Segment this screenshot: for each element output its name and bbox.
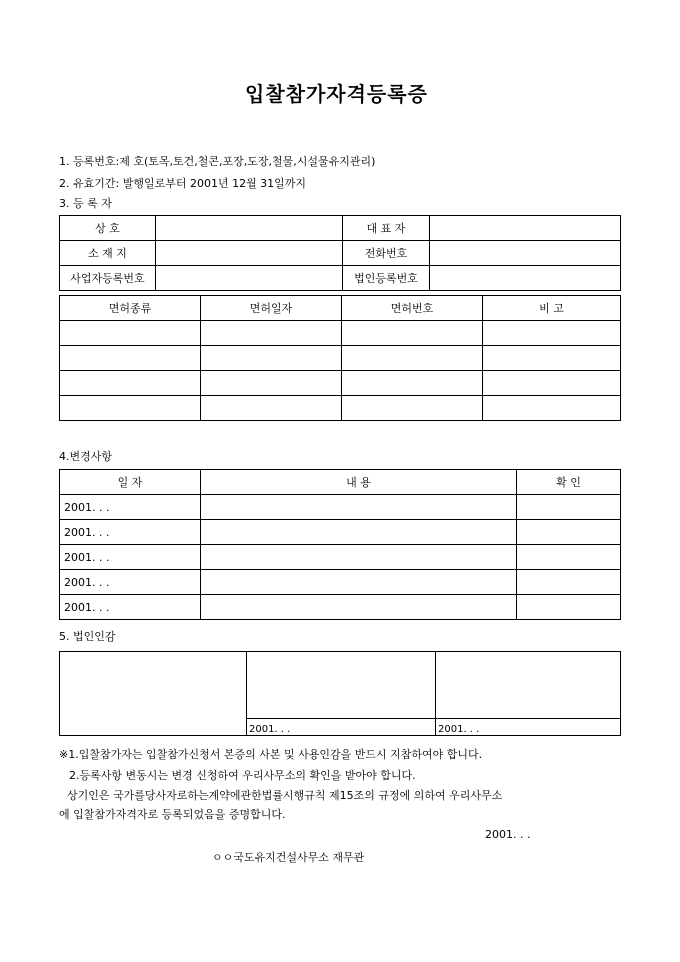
table-cell[interactable] xyxy=(201,396,342,421)
certification-line-1: 상기인은 국가를당사자로하는계약에관한법률시행규칙 제15조의 규정에 의하여 우리사무소 xyxy=(67,789,503,802)
registrant-heading: 3. 등 록 자 xyxy=(59,197,112,210)
note-2: 2.등록사항 변동시는 변경 신청하여 우리사무소의 확인을 받아야 합니다. xyxy=(69,769,416,782)
table-cell[interactable] xyxy=(60,321,201,346)
changes-heading: 4.변경사항 xyxy=(59,450,112,463)
table-row xyxy=(60,520,621,545)
issue-date: 2001. . . xyxy=(485,828,531,841)
phone-label: 전화번호 xyxy=(343,241,430,266)
license-number-header: 면허번호 xyxy=(342,296,483,321)
table-cell[interactable] xyxy=(201,346,342,371)
table-cell[interactable] xyxy=(517,570,621,595)
change-content-header: 내 용 xyxy=(201,470,517,495)
seal-date-2[interactable]: 2001. . . xyxy=(436,719,621,736)
biz-reg-no-label: 사업자등록번호 xyxy=(60,266,156,291)
representative-field[interactable] xyxy=(430,216,621,241)
table-row xyxy=(60,570,621,595)
table-cell[interactable] xyxy=(201,495,517,520)
table-row xyxy=(60,595,621,620)
trade-name-field[interactable] xyxy=(156,216,343,241)
changes-table xyxy=(59,469,621,620)
change-confirm-header: 확 인 xyxy=(517,470,621,495)
table-cell[interactable] xyxy=(201,570,517,595)
table-cell[interactable] xyxy=(483,346,621,371)
license-table xyxy=(59,295,621,421)
corporate-seal-box[interactable] xyxy=(60,652,247,736)
change-date[interactable]: 2001. . . xyxy=(60,595,201,620)
registrant-table xyxy=(59,215,621,291)
seal-box-3[interactable] xyxy=(436,652,621,719)
certification-line-2: 에 입찰참가자격자로 등록되었음을 증명합니다. xyxy=(59,808,286,821)
table-cell[interactable] xyxy=(342,396,483,421)
table-cell[interactable] xyxy=(201,321,342,346)
license-type-header: 면허종류 xyxy=(60,296,201,321)
table-cell[interactable] xyxy=(60,371,201,396)
table-row xyxy=(60,321,621,346)
change-date[interactable]: 2001. . . xyxy=(60,570,201,595)
table-cell[interactable] xyxy=(201,545,517,570)
table-cell[interactable] xyxy=(342,371,483,396)
change-date[interactable]: 2001. . . xyxy=(60,545,201,570)
trade-name-label: 상 호 xyxy=(60,216,156,241)
representative-label: 대 표 자 xyxy=(343,216,430,241)
table-cell[interactable] xyxy=(60,346,201,371)
table-cell[interactable] xyxy=(483,396,621,421)
address-field[interactable] xyxy=(156,241,343,266)
table-row xyxy=(60,545,621,570)
table-cell[interactable] xyxy=(517,545,621,570)
table-cell[interactable] xyxy=(60,396,201,421)
table-row xyxy=(60,396,621,421)
table-cell[interactable] xyxy=(201,371,342,396)
corp-reg-no-label: 법인등록번호 xyxy=(343,266,430,291)
table-cell[interactable] xyxy=(517,595,621,620)
seal-box-2[interactable] xyxy=(247,652,436,719)
table-cell[interactable] xyxy=(483,371,621,396)
change-date[interactable]: 2001. . . xyxy=(60,495,201,520)
phone-field[interactable] xyxy=(430,241,621,266)
table-row xyxy=(60,495,621,520)
corp-reg-no-field[interactable] xyxy=(430,266,621,291)
table-cell[interactable] xyxy=(342,346,483,371)
table-cell[interactable] xyxy=(517,495,621,520)
table-cell[interactable] xyxy=(201,520,517,545)
change-date[interactable]: 2001. . . xyxy=(60,520,201,545)
table-row xyxy=(60,346,621,371)
seal-heading: 5. 법인인감 xyxy=(59,630,116,643)
table-row xyxy=(60,371,621,396)
license-remarks-header: 비 고 xyxy=(483,296,621,321)
table-cell[interactable] xyxy=(483,321,621,346)
note-1: ※1.입찰참가자는 입찰참가신청서 본증의 사본 및 사용인감을 반드시 지참하여야 합니다. xyxy=(59,748,483,761)
page-title: 입찰참가자격등록증 xyxy=(245,82,428,106)
table-cell[interactable] xyxy=(342,321,483,346)
seal-table xyxy=(59,651,621,736)
table-cell[interactable] xyxy=(201,595,517,620)
biz-reg-no-field[interactable] xyxy=(156,266,343,291)
change-date-header: 일 자 xyxy=(60,470,201,495)
registration-number-line: 1. 등록번호:제 호(토목,토건,철콘,포장,도장,철물,시설물유지관리) xyxy=(59,155,376,168)
validity-line: 2. 유효기간: 발행일로부터 2001년 12월 31일까지 xyxy=(59,177,307,190)
seal-date-1[interactable]: 2001. . . xyxy=(247,719,436,736)
issuer: ㅇㅇ국도유지건설사무소 재무관 xyxy=(212,851,365,864)
address-label: 소 재 지 xyxy=(60,241,156,266)
license-date-header: 면허일자 xyxy=(201,296,342,321)
table-cell[interactable] xyxy=(517,520,621,545)
